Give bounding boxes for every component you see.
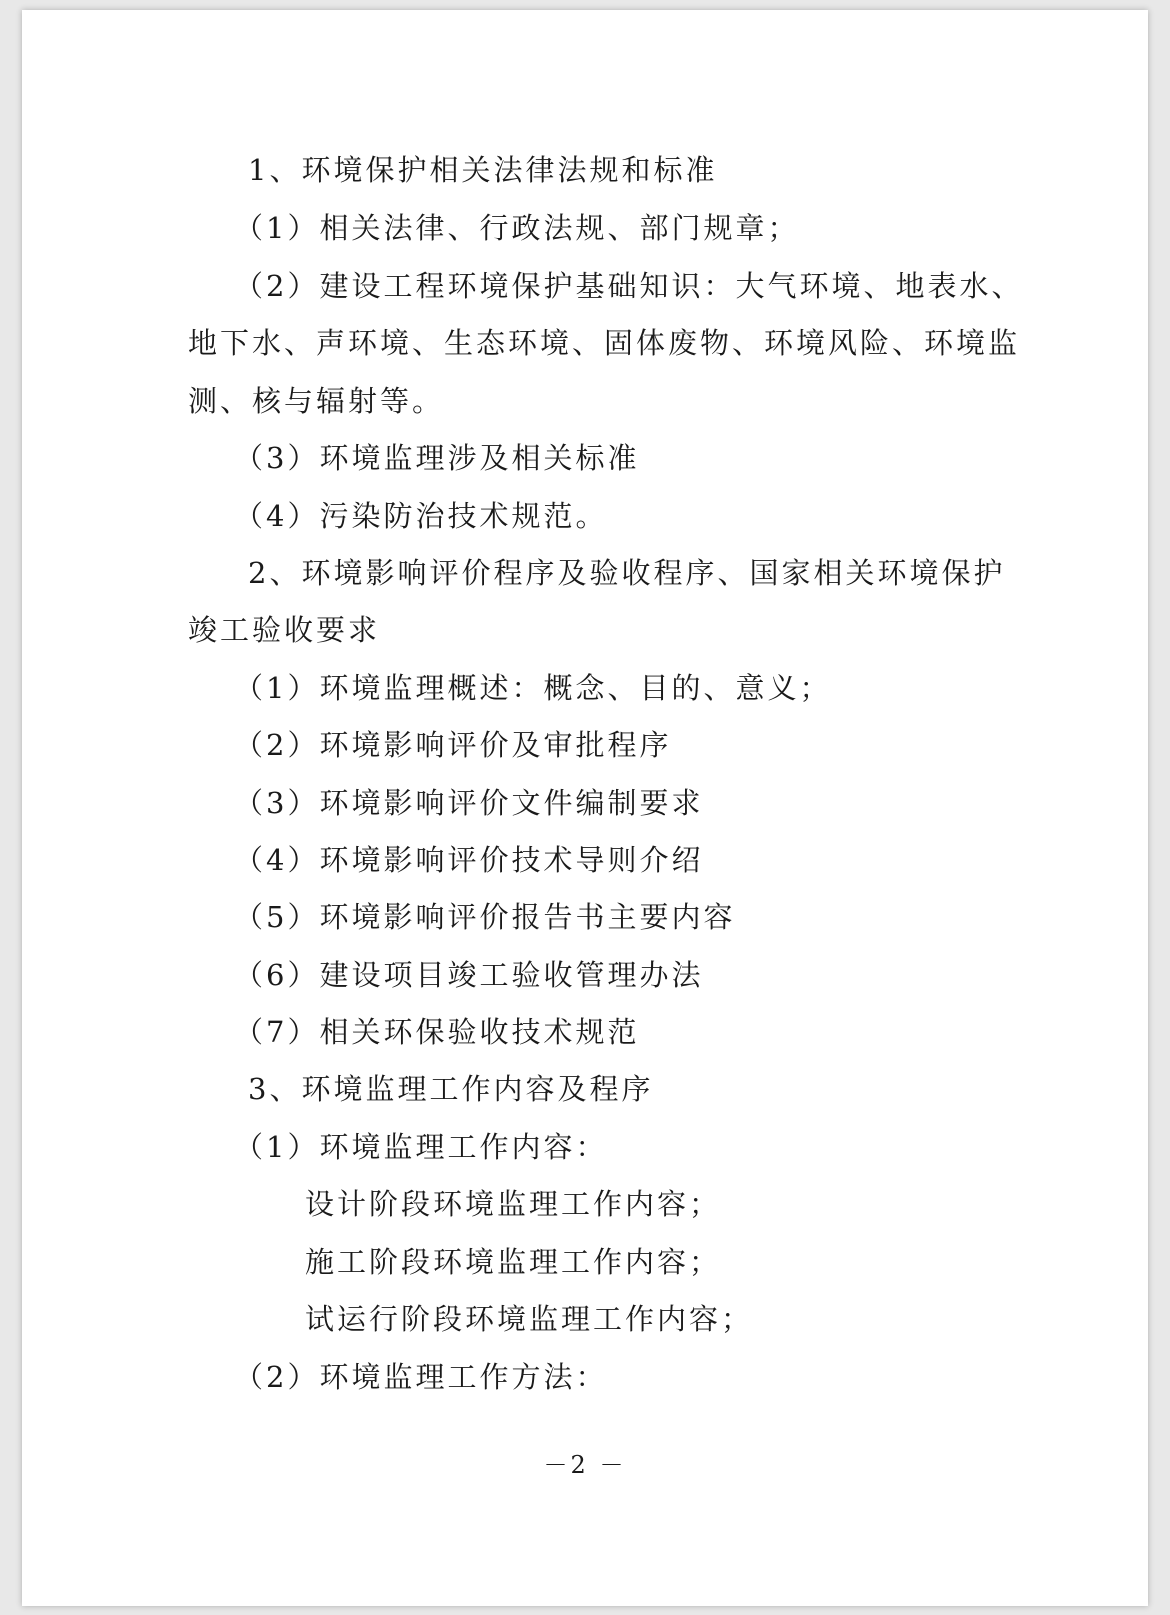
list-item-continuation: 测、核与辐射等。 [188,384,445,418]
sub-list-item: 设计阶段环境监理工作内容； [305,1187,722,1221]
document-page [22,10,1148,1606]
list-item: （1）相关法律、行政法规、部门规章； [234,211,800,245]
page-number: －2 － [543,1451,627,1479]
list-item: （7）相关环保验收技术规范 [234,1015,640,1049]
section-heading-3: 3、环境监理工作内容及程序 [248,1072,654,1106]
list-item: （2）环境影响评价及审批程序 [234,728,672,762]
list-item: （1）环境监理工作内容： [234,1130,608,1164]
list-item-continuation: 地下水、声环境、生态环境、固体废物、环境风险、环境监 [188,326,1021,360]
section-heading-2: 2、环境影响评价程序及验收程序、国家相关环境保护 [248,556,1006,590]
list-item: （6）建设项目竣工验收管理办法 [234,958,704,992]
list-item: （4）污染防治技术规范。 [234,499,608,533]
sub-list-item: 施工阶段环境监理工作内容； [305,1245,722,1279]
sub-list-item: 试运行阶段环境监理工作内容； [305,1302,754,1336]
list-item: （4）环境影响评价技术导则介绍 [234,843,704,877]
section-heading-continuation: 竣工验收要求 [188,613,381,647]
list-item: （5）环境影响评价报告书主要内容 [234,900,736,934]
list-item: （1）环境监理概述：概念、目的、意义； [234,671,832,705]
list-item: （2）建设工程环境保护基础知识：大气环境、地表水、 [234,269,1024,303]
list-item: （3）环境影响评价文件编制要求 [234,786,704,820]
list-item: （2）环境监理工作方法： [234,1360,608,1394]
section-heading-1: 1、环境保护相关法律法规和标准 [248,153,718,187]
list-item: （3）环境监理涉及相关标准 [234,441,640,475]
